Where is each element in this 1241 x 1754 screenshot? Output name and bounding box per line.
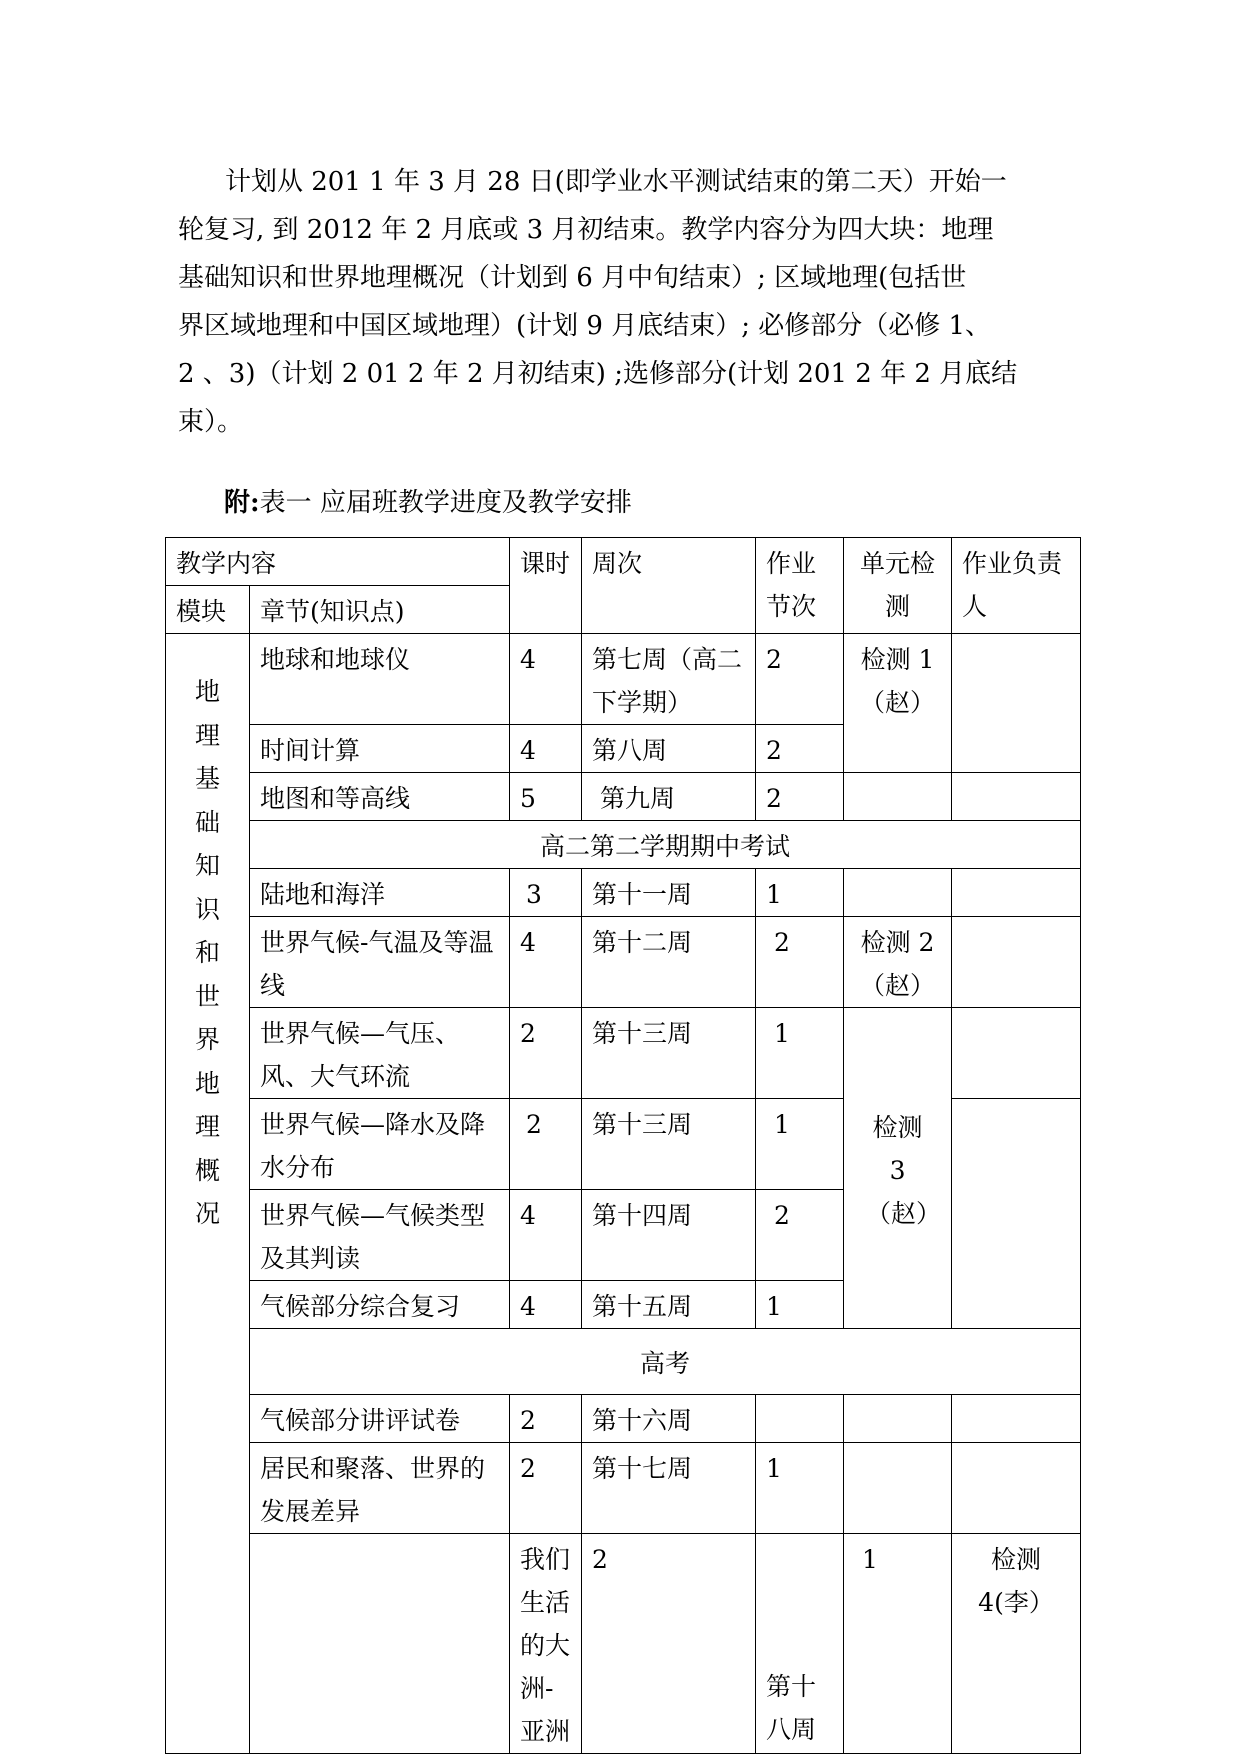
week-cell: 第十四周 — [582, 1190, 756, 1281]
intro-line: 2 、3)（计划 2 01 2 年 2 月初结束) ;选修部分(计划 201 2 年 2 月底结 — [178, 359, 1018, 389]
test-cell — [844, 773, 952, 821]
week-cell: 第十六周 — [582, 1395, 756, 1443]
week-cell: 第十一周 — [582, 869, 756, 917]
hours-cell: 3 — [510, 869, 582, 917]
module-cell — [166, 634, 250, 1754]
test-cell: 检测 4(李） — [952, 1534, 1081, 1754]
hours-cell: 4 — [510, 634, 582, 725]
owner-cell — [952, 1099, 1081, 1329]
week-cell: 第十八周 — [756, 1534, 844, 1754]
homework-cell: 1 — [756, 1099, 844, 1190]
homework-cell — [756, 1395, 844, 1443]
hours-cell: 4 — [510, 917, 582, 1008]
test-cell: 检测 2（赵） — [844, 917, 952, 1008]
hours-cell: 2 — [582, 1534, 756, 1754]
test-cell — [844, 1443, 952, 1534]
owner-cell — [952, 773, 1081, 821]
homework-cell: 1 — [756, 869, 844, 917]
homework-cell: 2 — [756, 917, 844, 1008]
intro-paragraph — [178, 158, 1074, 446]
chapter-cell: 世界气候-气温及等温线 — [250, 917, 510, 1008]
homework-cell: 2 — [756, 634, 844, 725]
hours-cell: 2 — [510, 1008, 582, 1099]
header-week: 周次 — [582, 538, 756, 634]
owner-cell — [952, 1008, 1081, 1099]
gaokao-row: 高考 — [250, 1329, 1081, 1395]
intro-line: 计划从 201 1 年 3 月 28 日(即学业水平测试结束的第二天）开始一 — [225, 167, 1007, 197]
hours-cell: 4 — [510, 725, 582, 773]
chapter-cell: 时间计算 — [250, 725, 510, 773]
hours-cell: 5 — [510, 773, 582, 821]
week-cell: 第十五周 — [582, 1281, 756, 1329]
week-cell: 第十七周 — [582, 1443, 756, 1534]
table-caption — [224, 482, 632, 519]
test-cell: 检测 1（赵） — [844, 634, 952, 773]
homework-cell: 1 — [756, 1281, 844, 1329]
week-cell: 第七周（高二下学期） — [582, 634, 756, 725]
header-test: 单元检测 — [844, 538, 952, 634]
schedule-table — [165, 537, 1081, 1754]
owner-cell — [952, 1395, 1081, 1443]
week-cell: 第十二周 — [582, 917, 756, 1008]
chapter-cell: 地球和地球仪 — [250, 634, 510, 725]
caption-text: 表一 应届班教学进度及教学安排 — [259, 488, 632, 518]
chapter-cell: 陆地和海洋 — [250, 869, 510, 917]
chapter-cell: 世界气候—气候类型及其判读 — [250, 1190, 510, 1281]
week-cell: 第九周 — [582, 773, 756, 821]
intro-line: 界区域地理和中国区域地理）(计划 9 月底结束）; 必修部分（必修 1、 — [178, 311, 992, 341]
week-cell: 第十三周 — [582, 1008, 756, 1099]
chapter-cell: 气候部分讲评试卷 — [250, 1395, 510, 1443]
chapter-cell: 世界气候—气压、风、大气环流 — [250, 1008, 510, 1099]
intro-line: 基础知识和世界地理概况（计划到 6 月中旬结束）; 区域地理(包括世 — [178, 263, 967, 293]
homework-cell: 2 — [756, 773, 844, 821]
chapter-cell: 居民和聚落、世界的发展差异 — [250, 1443, 510, 1534]
hours-cell: 2 — [510, 1443, 582, 1534]
midterm-row: 高二第二学期期中考试 — [250, 821, 1081, 869]
header-hours: 课时 — [510, 538, 582, 634]
test-cell: 检测 3（赵） — [844, 1008, 952, 1329]
homework-cell: 1 — [844, 1534, 952, 1754]
chapter-cell: 世界气候—降水及降水分布 — [250, 1099, 510, 1190]
module-name: 地理基础知识和世界地理概况 — [194, 677, 220, 1228]
chapter-cell: 地图和等高线 — [250, 773, 510, 821]
week-cell: 第八周 — [582, 725, 756, 773]
hours-cell: 4 — [510, 1190, 582, 1281]
caption-prefix: 附: — [224, 488, 260, 518]
homework-cell: 1 — [756, 1443, 844, 1534]
owner-cell — [952, 869, 1081, 917]
chapter-cell: 气候部分综合复习 — [250, 1281, 510, 1329]
header-content: 教学内容 — [166, 538, 510, 586]
owner-cell — [952, 1443, 1081, 1534]
owner-cell — [952, 917, 1081, 1008]
homework-cell: 2 — [756, 1190, 844, 1281]
hours-cell: 4 — [510, 1281, 582, 1329]
header-chapter: 章节(知识点) — [250, 586, 510, 634]
module-cell-empty — [250, 1534, 510, 1754]
hours-cell: 2 — [510, 1099, 582, 1190]
hours-cell: 2 — [510, 1395, 582, 1443]
chapter-cell: 我们生活的大洲-亚洲 — [510, 1534, 582, 1754]
test-cell — [844, 869, 952, 917]
header-homework: 作业节次 — [756, 538, 844, 634]
intro-line: 轮复习, 到 2012 年 2 月底或 3 月初结束。教学内容分为四大块：地理 — [178, 215, 994, 245]
header-module: 模块 — [166, 586, 250, 634]
homework-cell: 1 — [756, 1008, 844, 1099]
header-owner: 作业负责人 — [952, 538, 1081, 634]
intro-line: 束）。 — [178, 407, 244, 437]
test-cell — [844, 1395, 952, 1443]
homework-cell: 2 — [756, 725, 844, 773]
week-cell: 第十三周 — [582, 1099, 756, 1190]
owner-cell — [952, 634, 1081, 773]
